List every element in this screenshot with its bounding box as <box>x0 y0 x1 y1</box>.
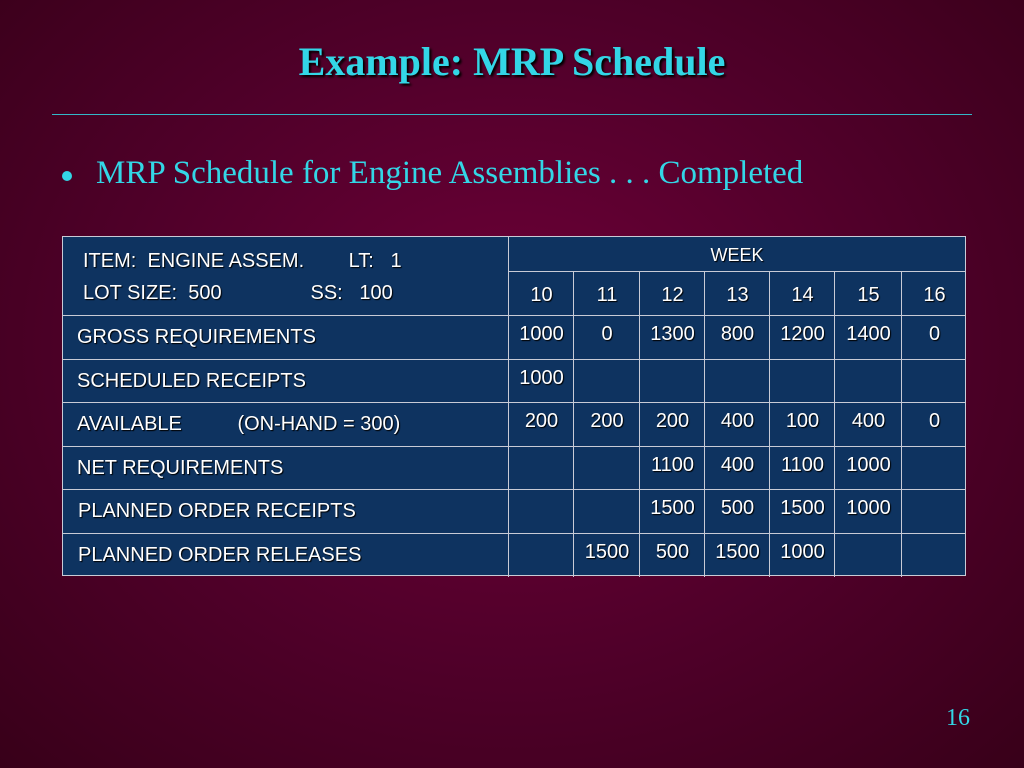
bullet-text: MRP Schedule for Engine Assemblies . . . Completed <box>96 155 804 191</box>
row-label: PLANNED ORDER RELEASES <box>78 544 362 566</box>
row-divider <box>63 446 966 447</box>
week-number: 10 <box>530 284 553 306</box>
row-divider <box>63 315 966 316</box>
table-cell: 1500 <box>780 497 825 520</box>
week-number: 15 <box>857 284 880 306</box>
row-label: PLANNED ORDER RECEIPTS <box>78 500 356 523</box>
row-divider <box>63 489 966 490</box>
table-cell: 1500 <box>715 541 760 563</box>
table-cell: 1500 <box>650 497 695 520</box>
table-cell: 1000 <box>846 497 891 520</box>
table-cell: 100 <box>785 410 820 433</box>
table-cell: 1000 <box>519 323 564 345</box>
table-cell: 1000 <box>780 541 825 563</box>
table-cell: 1500 <box>584 541 630 563</box>
table-cell: 200 <box>524 410 559 433</box>
table-cell: 200 <box>590 410 624 433</box>
week-number: 16 <box>923 284 946 306</box>
table-cell: 500 <box>720 497 755 520</box>
week-number: 12 <box>661 284 684 306</box>
mrp-schedule-table <box>62 236 966 576</box>
week-header: WEEK <box>710 245 764 265</box>
row-divider <box>63 402 966 403</box>
bullet-dot-icon <box>62 171 72 181</box>
row-label: SCHEDULED RECEIPTS <box>77 369 306 392</box>
lot-size-info: LOT SIZE: 500 SS: 100 <box>83 282 393 304</box>
week-number: 13 <box>726 284 749 306</box>
table-cell: 0 <box>601 323 613 345</box>
table-cell: 1000 <box>846 453 891 476</box>
row-label: GROSS REQUIREMENTS <box>77 326 316 348</box>
week-header-divider <box>508 271 966 272</box>
row-label: NET REQUIREMENTS <box>77 456 284 479</box>
row-label: AVAILABLE (ON-HAND = 300) <box>77 413 401 436</box>
item-info: ITEM: ENGINE ASSEM. LT: 1 <box>83 250 402 272</box>
table-cell: 1100 <box>780 453 824 476</box>
table-cell: 0 <box>928 410 941 433</box>
page-number: 16 <box>946 705 970 731</box>
table-cell: 200 <box>655 410 690 433</box>
week-number: 11 <box>596 284 618 306</box>
table-cell: 1100 <box>650 453 694 476</box>
title-divider <box>52 114 972 115</box>
table-cell: 0 <box>928 323 941 345</box>
row-divider <box>63 533 966 534</box>
week-number: 14 <box>791 284 814 306</box>
table-cell: 400 <box>851 410 886 433</box>
row-divider <box>63 359 966 360</box>
table-cell: 1000 <box>519 366 564 389</box>
table-cell: 400 <box>720 410 755 433</box>
table-cell: 1300 <box>650 323 695 345</box>
slide-title: Example: MRP Schedule <box>298 39 726 84</box>
table-cell: 1400 <box>846 323 891 345</box>
table-cell: 1200 <box>780 323 825 345</box>
bullet-item <box>62 155 803 192</box>
table-cell: 400 <box>720 453 755 476</box>
table-cell: 800 <box>720 323 755 345</box>
table-cell: 500 <box>655 541 690 563</box>
